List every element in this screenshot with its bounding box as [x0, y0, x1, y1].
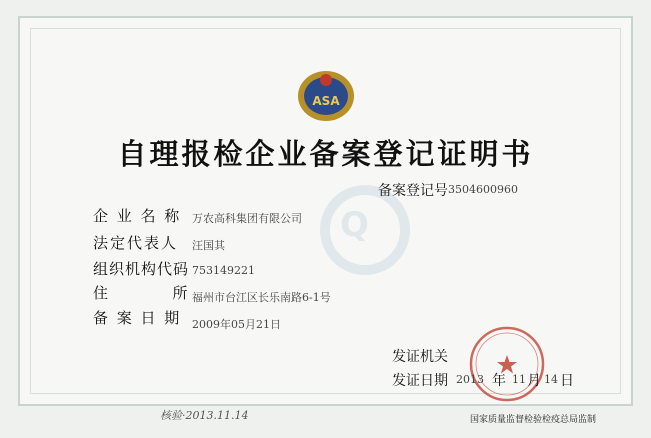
registration-number-value: 3504600960: [448, 183, 518, 196]
issuer-footer: 国家质量监督检验检疫总局监制: [470, 415, 597, 425]
filing-date-label: 备 案 日 期: [93, 309, 182, 327]
issue-month: 11: [512, 373, 526, 386]
official-seal-icon: [468, 325, 546, 403]
issue-day-unit: 日: [560, 373, 574, 389]
company-name-value: 万农高科集团有限公司: [192, 212, 302, 225]
company-name-label: 企 业 名 称: [93, 207, 182, 225]
certificate-title: 自理报检企业备案登记证明书: [117, 137, 534, 171]
issue-year: 2013: [456, 373, 484, 386]
ciq-emblem-icon: [296, 68, 356, 124]
registration-number-label: 备案登记号: [378, 183, 448, 199]
issuing-authority-label: 发证机关: [392, 349, 448, 365]
issue-month-unit: 月: [527, 373, 541, 389]
filing-date-value: 2009年05月21日: [192, 318, 281, 331]
address-label: 住 所: [93, 284, 189, 302]
legal-representative-label: 法定代表人: [93, 234, 179, 252]
svg-text:ASA: ASA: [312, 94, 340, 108]
issue-year-unit: 年: [492, 373, 506, 389]
handwritten-verification-note: 核验·2013.11.14: [160, 409, 249, 422]
legal-representative-value: 汪国其: [192, 239, 225, 252]
address-value: 福州市台江区长乐南路6-1号: [192, 291, 331, 304]
issue-day: 14: [544, 373, 558, 386]
issue-date-label: 发证日期: [392, 373, 448, 389]
organization-code-value: 753149221: [192, 264, 255, 277]
cq-watermark-letter: Q: [340, 205, 369, 245]
organization-code-label: 组织机构代码: [93, 260, 190, 278]
